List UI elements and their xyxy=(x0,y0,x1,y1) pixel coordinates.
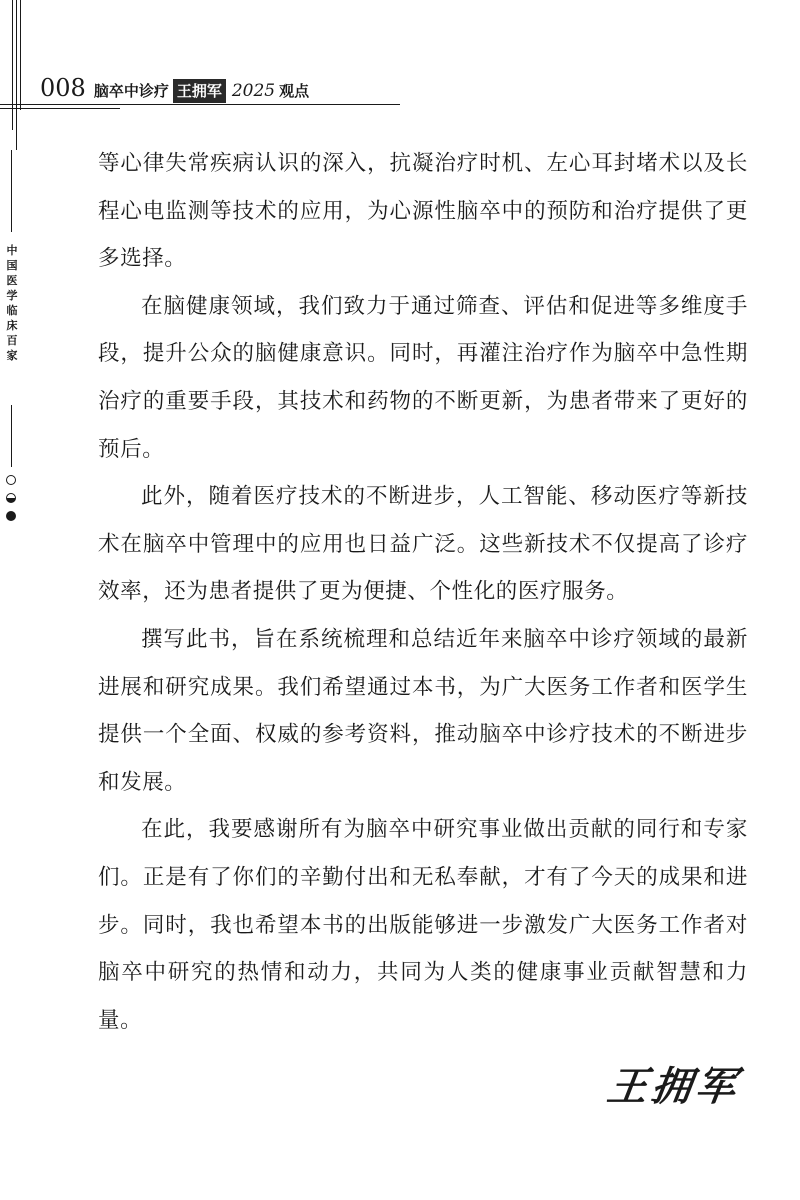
series-marker xyxy=(6,475,20,529)
header-underline xyxy=(0,104,400,105)
page-body xyxy=(98,140,748,1044)
title-suffix: 观点 xyxy=(279,82,310,100)
paragraph: 在此，我要感谢所有为脑卒中研究事业做出贡献的同行和专家们。正是有了你们的辛勤付出和无私奉献，才有了今天的成果和进步。同时，我也希望本书的出版能够进一步激发广大医务工作者对脑卒中研究的热情和动力，共同为人类的健康事业贡献智慧和力量。 xyxy=(98,817,748,1033)
half-circle-icon xyxy=(6,493,16,503)
book-title: 脑卒中诊疗 xyxy=(93,82,169,100)
side-rule-lower xyxy=(11,405,12,467)
header-underline-2 xyxy=(0,108,120,109)
paragraph: 在脑健康领域，我们致力于通过筛查、评估和促进等多维度手段，提升公众的脑健康意识。同时，再灌注治疗作为脑卒中急性期治疗的重要手段，其技术和药物的不断更新，为患者带来了更好的预后。 xyxy=(98,293,748,462)
author-signature: 王拥军 xyxy=(604,1063,743,1110)
paragraph: 等心律失常疾病认识的深入，抗凝治疗时机、左心耳封堵术以及长程心电监测等技术的应用，为心源性脑卒中的预防和治疗提供了更多选择。 xyxy=(98,151,748,272)
running-header xyxy=(40,74,309,104)
decorative-vertical-rule-2 xyxy=(16,0,17,150)
decorative-vertical-rule-3 xyxy=(20,0,21,110)
author-badge: 王拥军 xyxy=(173,79,226,103)
filled-circle-icon xyxy=(6,511,16,521)
empty-circle-icon xyxy=(6,475,16,485)
page-number: 008 xyxy=(40,74,86,102)
series-name-vertical: 中国医学临床百家 xyxy=(6,244,18,362)
decorative-vertical-rule-1 xyxy=(12,0,13,130)
paragraph: 撰写此书，旨在系统梳理和总结近年来脑卒中诊疗领域的最新进展和研究成果。我们希望通过本书，为广大医务工作者和医学生提供一个全面、权威的参考资料，推动脑卒中诊疗技术的不断进步和发展。 xyxy=(98,626,748,795)
year: 2025 xyxy=(231,81,276,101)
side-rule-upper xyxy=(11,150,12,232)
paragraph: 此外，随着医疗技术的不断进步，人工智能、移动医疗等新技术在脑卒中管理中的应用也日益广泛。这些新技术不仅提高了诊疗效率，还为患者提供了更为便捷、个性化的医疗服务。 xyxy=(98,484,748,605)
